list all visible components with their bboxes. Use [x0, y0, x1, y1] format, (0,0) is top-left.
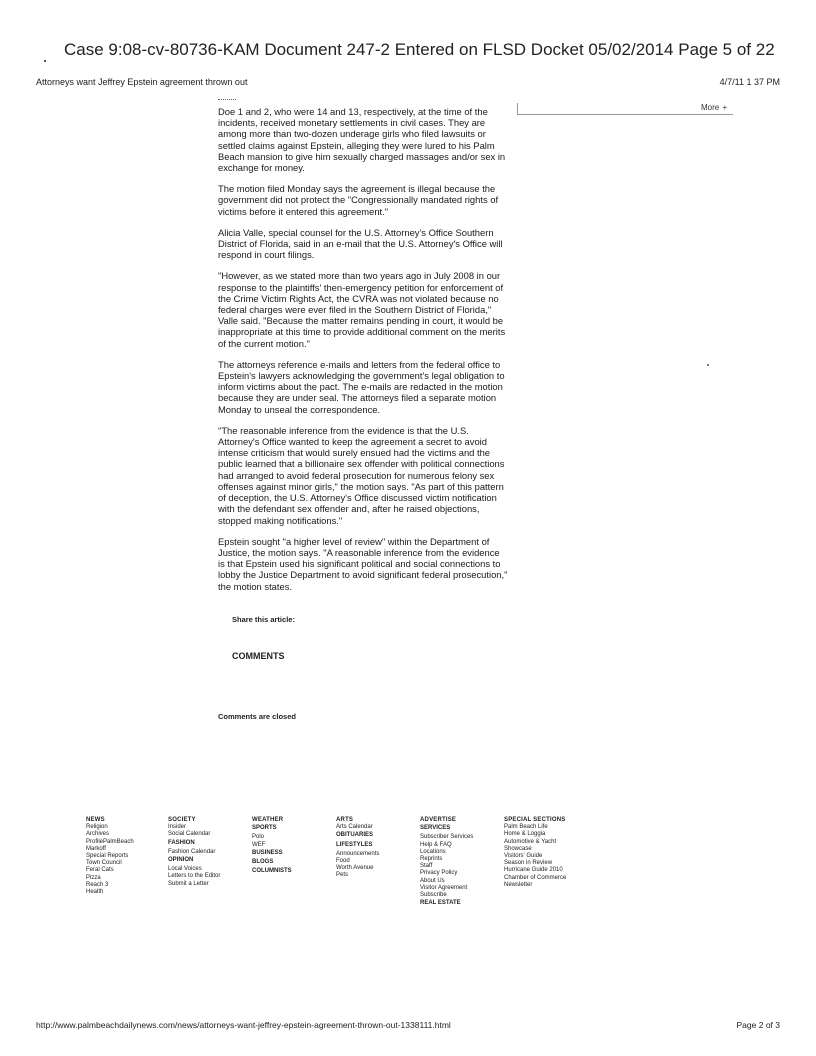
footer-heading-special-sections[interactable]: SPECIAL SECTIONS — [504, 817, 566, 823]
footer-link[interactable]: Social Calendar — [168, 831, 211, 838]
footer-link[interactable]: Town Council — [86, 860, 122, 867]
footer-column-arts — [336, 817, 379, 880]
footer-link[interactable]: Palm Beach Life — [504, 824, 548, 831]
footer-heading-society[interactable]: SOCIETY — [168, 817, 196, 823]
footer-column-society — [168, 817, 220, 888]
article-paragraph: "However, as we stated more than two years ago in July 2008 in our response to the plaintiffs' then-emergency petition for enforcement of the Crime Victim Rights Act, the CVRA was not violated because no federal charges were ever filed in the Southern District of Florida," Valle said. "Because the matter remains pending in court, it would be inappropriate at this time to provide additional comment on the merits of the current motion." — [218, 270, 506, 349]
footer-link[interactable]: Worth Avenue — [336, 865, 374, 872]
article-paragraph: Alicia Valle, special counsel for the U.S. Attorney's Office Southern District of Florida, said in an e-mail that the U.S. Attorney's Office will respond in court filings. — [218, 226, 503, 261]
article-body — [218, 106, 508, 602]
footer-link[interactable]: Archives — [86, 831, 110, 838]
footer-link[interactable]: Automotive & Yacht — [504, 838, 557, 845]
footer-link[interactable]: Religion — [86, 824, 108, 831]
article-paragraph: Doe 1 and 2, who were 14 and 13, respectively, at the time of the incidents, received monetary settlements in civil cases. They are among more than two-dozen underage girls who filed lawsuits or settled claims against Epstein, alleging they were lured to his Palm Beach mansion to give him sexually charged massages and/or sex in exchange for money. — [218, 106, 506, 174]
article-paragraph: The motion filed Monday says the agreement is illegal because the government did not protect the "Congressionally mandated rights of victims before it entered this agreement." — [218, 183, 499, 217]
footer-link[interactable]: Visitors' Guide — [504, 853, 543, 860]
footer-link[interactable]: Chamber of Commerce — [504, 874, 567, 881]
footer-link[interactable]: Subscribe — [420, 892, 447, 899]
comments-closed-notice: Comments are closed — [218, 712, 296, 721]
footer-heading-services[interactable]: SERVICES — [420, 825, 451, 832]
footer-column-special-sections — [504, 817, 566, 889]
footer-link[interactable]: Home & Loggia — [504, 831, 546, 838]
footer-link[interactable]: Reach 3 — [86, 881, 109, 888]
comments-heading: COMMENTS — [232, 651, 285, 661]
footer-link[interactable]: Pizza — [86, 874, 101, 881]
footer-column-weather — [252, 817, 292, 877]
footer-heading-sports[interactable]: SPORTS — [252, 825, 277, 832]
footer-link[interactable]: Special Reports — [86, 853, 129, 860]
share-article-label: Share this article: — [232, 615, 295, 624]
footer-link[interactable]: About Us — [420, 877, 445, 884]
footer-heading-arts[interactable]: ARTS — [336, 817, 354, 823]
footer-link[interactable]: Help & FAQ — [420, 841, 452, 848]
footer-link[interactable]: Markoff — [86, 845, 106, 852]
footer-link[interactable]: Pets — [336, 872, 349, 879]
footer-link[interactable]: WEF — [252, 841, 266, 848]
footer-link[interactable]: Newsletter — [504, 881, 533, 888]
footer-heading-weather[interactable]: WEATHER — [252, 817, 284, 823]
footer-link[interactable]: Reprints — [420, 856, 443, 863]
article-top-divider — [218, 99, 236, 100]
print-timestamp: 4/7/11 1 37 PM — [719, 77, 780, 87]
footer-heading-advertise[interactable]: ADVERTISE — [420, 817, 457, 823]
footer-link[interactable]: Hurricane Guide 2010 — [504, 867, 563, 874]
footer-heading-business[interactable]: BUSINESS — [252, 849, 283, 856]
footer-heading-news[interactable]: NEWS — [86, 817, 105, 823]
article-paragraph: Epstein sought "a higher level of review" within the Department of Justice, the motion says. "A reasonable inference from the evidence is that Epstein used his significant political and social connections to lobby the Justice Department to avoid significant federal prosecution," the motion states. — [218, 535, 508, 592]
footer-link[interactable]: Health — [86, 889, 104, 896]
footer-heading-columnists[interactable]: COLUMNISTS — [252, 868, 292, 875]
footer-link[interactable]: Insider — [168, 824, 187, 831]
more-link-label[interactable]: More — [701, 103, 720, 112]
footer-heading-fashion[interactable]: FASHION — [168, 839, 195, 846]
footer-link[interactable]: Polo — [252, 834, 265, 841]
footer-link[interactable]: ProfilePalmBeach — [86, 838, 134, 845]
footer-link[interactable]: Privacy Policy — [420, 870, 458, 877]
footer-heading-lifestyles[interactable]: LIFESTYLES — [336, 841, 373, 848]
printed-page-number: Page 2 of 3 — [736, 1020, 780, 1030]
court-filing-header: Case 9:08-cv-80736-KAM Document 247-2 Entered on FLSD Docket 05/02/2014 Page 5 of 22 — [64, 40, 775, 59]
footer-link[interactable]: Subscriber Services — [420, 834, 474, 841]
article-paragraph: The attorneys reference e-mails and letters from the federal office to Epstein's lawyers acknowledging the government's legal obligation to inform victims about the pact. The e-mails are redacted in the motion because they are under seal. The attorneys filed a separate motion Monday to unseal the correspondence. — [218, 358, 505, 415]
browser-page-title: Attorneys want Jeffrey Epstein agreement thrown out — [36, 77, 248, 87]
more-link[interactable] — [701, 103, 727, 112]
article-paragraph: "The reasonable inference from the evidence is that the U.S. Attorney's Office wanted to keep the agreement a secret to avoid intense criticism that would surely ensued had the victims and the public learned that a billionaire sex offender with political connections had arranged to avoid federal prosecution for numerous felony sex offenses against minor girls," the motion says. "As part of this pattern of deception, the U.S. Attorney's Office discussed victim notification with the defendant sex offender and, after he raised objections, stopped making notifications." — [218, 424, 505, 526]
plus-icon[interactable]: + — [722, 103, 728, 112]
footer-link[interactable]: Feral Cats — [86, 867, 114, 874]
scan-speck — [707, 364, 709, 366]
printed-page-url: http://www.palmbeachdailynews.com/news/attorneys-want-jeffrey-epstein-agreement-thrown-out-1338111.html — [36, 1020, 451, 1030]
footer-link[interactable]: Fashion Calendar — [168, 848, 216, 855]
footer-link[interactable]: Locations — [420, 848, 446, 855]
footer-heading-blogs[interactable]: BLOGS — [252, 859, 274, 866]
footer-link[interactable]: Season in Review — [504, 860, 553, 867]
footer-heading-opinion[interactable]: OPINION — [168, 857, 194, 864]
footer-link[interactable]: Arts Calendar — [336, 824, 373, 831]
footer-link[interactable]: Letters to the Editor — [168, 873, 221, 880]
footer-link[interactable]: Food — [336, 858, 350, 865]
footer-link[interactable]: Staff — [420, 863, 433, 870]
scan-speck — [44, 60, 46, 62]
footer-column-news — [86, 817, 134, 896]
footer-heading-obituaries[interactable]: OBITUARIES — [336, 832, 374, 839]
footer-heading-real-estate[interactable]: REAL ESTATE — [420, 900, 461, 907]
footer-link[interactable]: Submit a Letter — [168, 880, 209, 887]
footer-link[interactable]: Local Voices — [168, 866, 202, 873]
footer-link[interactable]: Visitor Agreement — [420, 884, 468, 891]
footer-column-advertise — [420, 817, 473, 909]
footer-link[interactable]: Announcements — [336, 850, 380, 857]
footer-link[interactable]: Showcase — [504, 845, 532, 852]
